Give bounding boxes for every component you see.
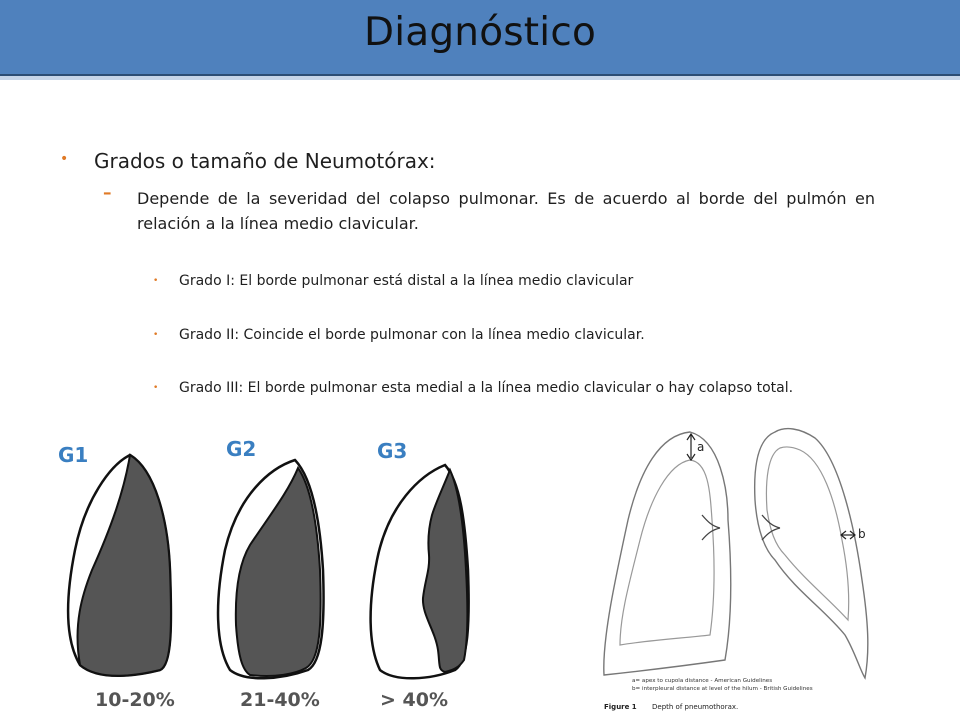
legend-a: a= apex to cupola distance - American Guidelines	[632, 678, 773, 684]
lung-outline-left	[604, 432, 731, 675]
bullet-sub: Depende de la severidad del colapso pulmonar. Es de acuerdo al borde del pulmón en relación a la línea medio clavicular.	[137, 189, 875, 233]
grade-item: Grado I: El borde pulmonar está distal a la línea medio clavicular	[179, 273, 634, 289]
bullet-dot-icon: •	[60, 151, 69, 167]
slide-title: Diagnóstico	[363, 10, 597, 55]
bullet-dot-icon: •	[153, 330, 159, 340]
dash-icon: –	[103, 183, 112, 203]
lung-inner-left	[620, 460, 714, 645]
figure-caption-text: Depth of pneumothorax.	[652, 703, 739, 711]
lung-outline-right	[755, 429, 868, 678]
grade-item: Grado II: Coincide el borde pulmonar con la línea medio clavicular.	[179, 327, 645, 343]
figure-caption-prefix: Figure 1	[604, 703, 637, 711]
percent-label-g2: 21-40%	[240, 689, 320, 711]
marker-b-label: b	[858, 527, 866, 541]
percent-label-g1: 10-20%	[95, 689, 175, 711]
grade-item: Grado III: El borde pulmonar esta medial a la línea medio clavicular o hay colapso total.	[179, 380, 794, 396]
depth-pneumothorax-figure	[590, 420, 900, 720]
legend-b: b= interpleural distance at level of the hilum - British Guidelines	[632, 686, 813, 692]
marker-a-label: a	[697, 440, 705, 454]
bullet-dot-icon: •	[153, 276, 159, 286]
percent-label-g3: > 40%	[380, 689, 449, 711]
grade-label-g3: G3	[377, 439, 408, 463]
grade-label-g1: G1	[58, 443, 89, 467]
bullet-dot-icon: •	[153, 383, 159, 393]
bullet-main: Grados o tamaño de Neumotórax:	[94, 149, 436, 173]
pneumothorax-grades-figure	[40, 420, 510, 720]
grade-label-g2: G2	[226, 437, 257, 461]
